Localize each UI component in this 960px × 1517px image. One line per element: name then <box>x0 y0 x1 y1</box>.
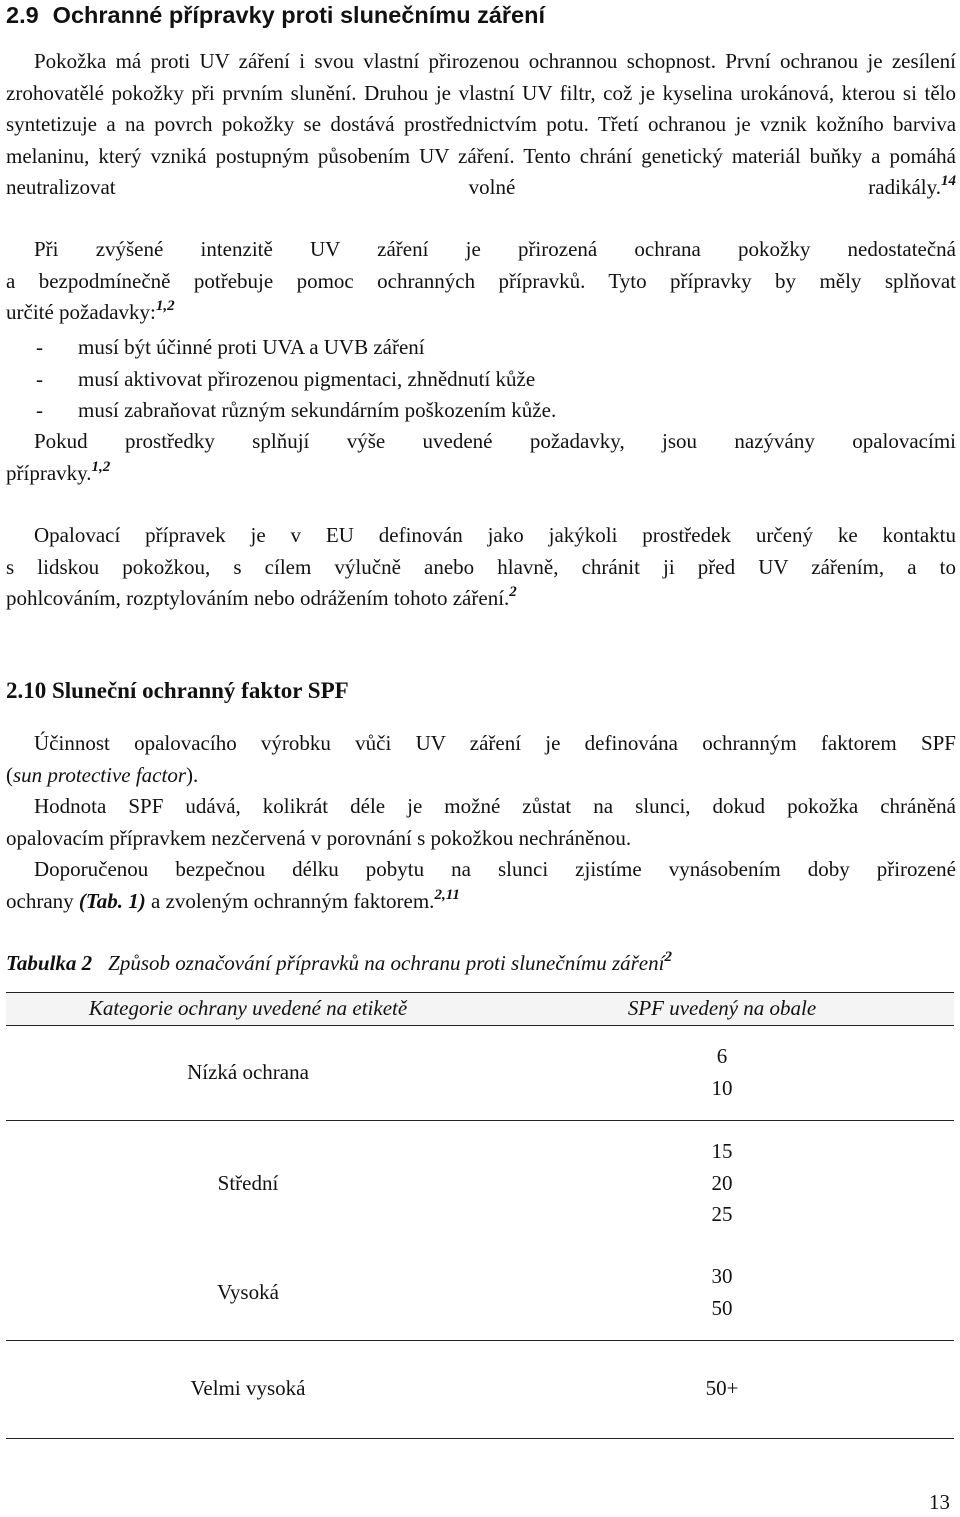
citation-ref: 2 <box>509 584 517 600</box>
text-line: opalovacím přípravkem nezčervená v porovnání s pokožkou nechráněnou. <box>6 825 632 850</box>
text-line: Hodnota SPF udává, kolikrát déle je možné zůstat na slunci, dokud pokožka chráněná <box>34 794 956 818</box>
section-title: Ochranné přípravky proti slunečnímu záření <box>52 2 546 28</box>
text-line: s lidskou pokožkou, s cílem výlučně anebo hlavně, chránit ji před UV zářením, a to <box>6 554 956 579</box>
paragraph-spf-definition: Účinnost opalovacího výrobku vůči UV záření je definována ochranným faktorem SPF (sun protective factor). <box>6 728 956 791</box>
text-line: a bezpodmínečně potřebuje pomoc ochranných přípravků. Tyto přípravky by měly splňovat <box>6 268 956 293</box>
text-line: je kyselina urokánová, kterou si tělo syntetizuje a na povrch pokožky se dostává <box>6 80 956 136</box>
category-cell: Vysoká <box>6 1246 490 1340</box>
text-line: pohlcováním, rozptylováním nebo odrážením tohoto záření. <box>6 586 510 610</box>
text-line: Pokud prostředky splňují výše uvedené požadavky, jsou nazývány opalovacími <box>34 429 956 453</box>
citation-ref: 2 <box>664 949 672 965</box>
spf-values-cell: 30 50 <box>490 1246 954 1340</box>
paragraph-safe-exposure: Doporučenou bezpečnou délku pobytu na slunci zjistíme vynásobením doby přirozené ochrany (Tab. 1) a zvoleným ochranným faktorem.$^{2,11}$ <box>6 854 956 917</box>
text-line: Pokožka má proti UV záření i svou vlastní přirozenou ochrannou schopnost. První <box>34 49 771 73</box>
paragraph-insufficient-protection <box>6 234 956 329</box>
citation-ref: 14 <box>941 173 956 189</box>
paragraph-sunscreen-definition-short <box>6 426 956 489</box>
table-row <box>6 1246 954 1340</box>
table-row <box>6 1120 954 1246</box>
table-reference: (Tab. 1) <box>78 888 146 913</box>
list-item: - musí být účinné proti UVA a UVB záření <box>36 335 425 359</box>
table-label: Tabulka 2 <box>6 951 93 975</box>
section-2-9-heading <box>6 0 545 30</box>
spf-values-cell: 15 20 25 <box>711 1139 733 1226</box>
text-line: neutralizovat volné radikály. <box>6 175 941 199</box>
table-caption-text: Způsob označování přípravků na ochranu proti slunečnímu záření <box>108 951 665 975</box>
section-2-10-heading: 2.10 Sluneční ochranný faktor SPF <box>6 678 349 703</box>
italic-term: sun protective factor <box>13 762 187 787</box>
category-cell: Střední <box>217 1170 279 1195</box>
category-cell: Nízká ochrana <box>6 1025 490 1120</box>
text-line: ochranou je zesílení zrohovatělé pokožky při prvním slunění. Druhou je vlastní UV filtr, což <box>6 49 956 105</box>
text-line: Při zvýšené intenzitě UV záření je přirozená ochrana pokožky nedostatečná <box>34 237 956 261</box>
list-item: - musí aktivovat přirozenou pigmentaci, zhnědnutí kůže <box>36 366 536 391</box>
text-line: Účinnost opalovacího výrobku vůči UV záření je definována ochranným faktorem SPF <box>34 731 956 755</box>
paragraph-natural-protection <box>6 46 956 204</box>
text-line: postupným působením UV záření. Tento chrání genetický materiál buňky a pomáhá <box>215 143 956 168</box>
column-header: SPF uvedený na obale <box>490 993 954 1026</box>
text-line: určité požadavky: <box>6 300 156 324</box>
column-header: Kategorie ochrany uvedené na etiketě <box>6 993 490 1026</box>
list-item: - musí zabraňovat různým sekundárním poškozením kůže. <box>36 398 557 422</box>
table-row <box>6 1340 954 1438</box>
spf-values-cell: 6 10 <box>490 1025 954 1120</box>
citation-ref: 1,2 <box>155 298 175 314</box>
table-header-row <box>6 993 954 1026</box>
section-number: 2.9 <box>6 2 39 28</box>
paragraph-eu-definition <box>6 520 956 615</box>
citation-ref: 1,2 <box>91 458 111 475</box>
text-line: Opalovací přípravek je v EU definován jako jakýkoli prostředek určený ke kontaktu <box>34 523 956 547</box>
requirements-list <box>6 332 956 427</box>
spf-values-cell: 50+ <box>490 1340 954 1438</box>
text-line: Doporučenou bezpečnou délku pobytu na slunci zjistíme vynásobením doby přirozené <box>34 857 956 881</box>
citation-ref: 2,11 <box>434 886 460 903</box>
table-row <box>6 1025 954 1120</box>
table-caption <box>6 948 956 980</box>
paragraph-spf-meaning <box>6 791 956 854</box>
page-number: 13 <box>929 1490 950 1514</box>
category-cell: Velmi vysoká <box>6 1340 490 1438</box>
spf-table <box>6 992 954 1439</box>
text-line: prostřednictvím potu. Třetí ochranou je vznik kožního barviva melaninu, který vzniká <box>6 112 957 168</box>
text-line: přípravky. <box>6 460 92 485</box>
